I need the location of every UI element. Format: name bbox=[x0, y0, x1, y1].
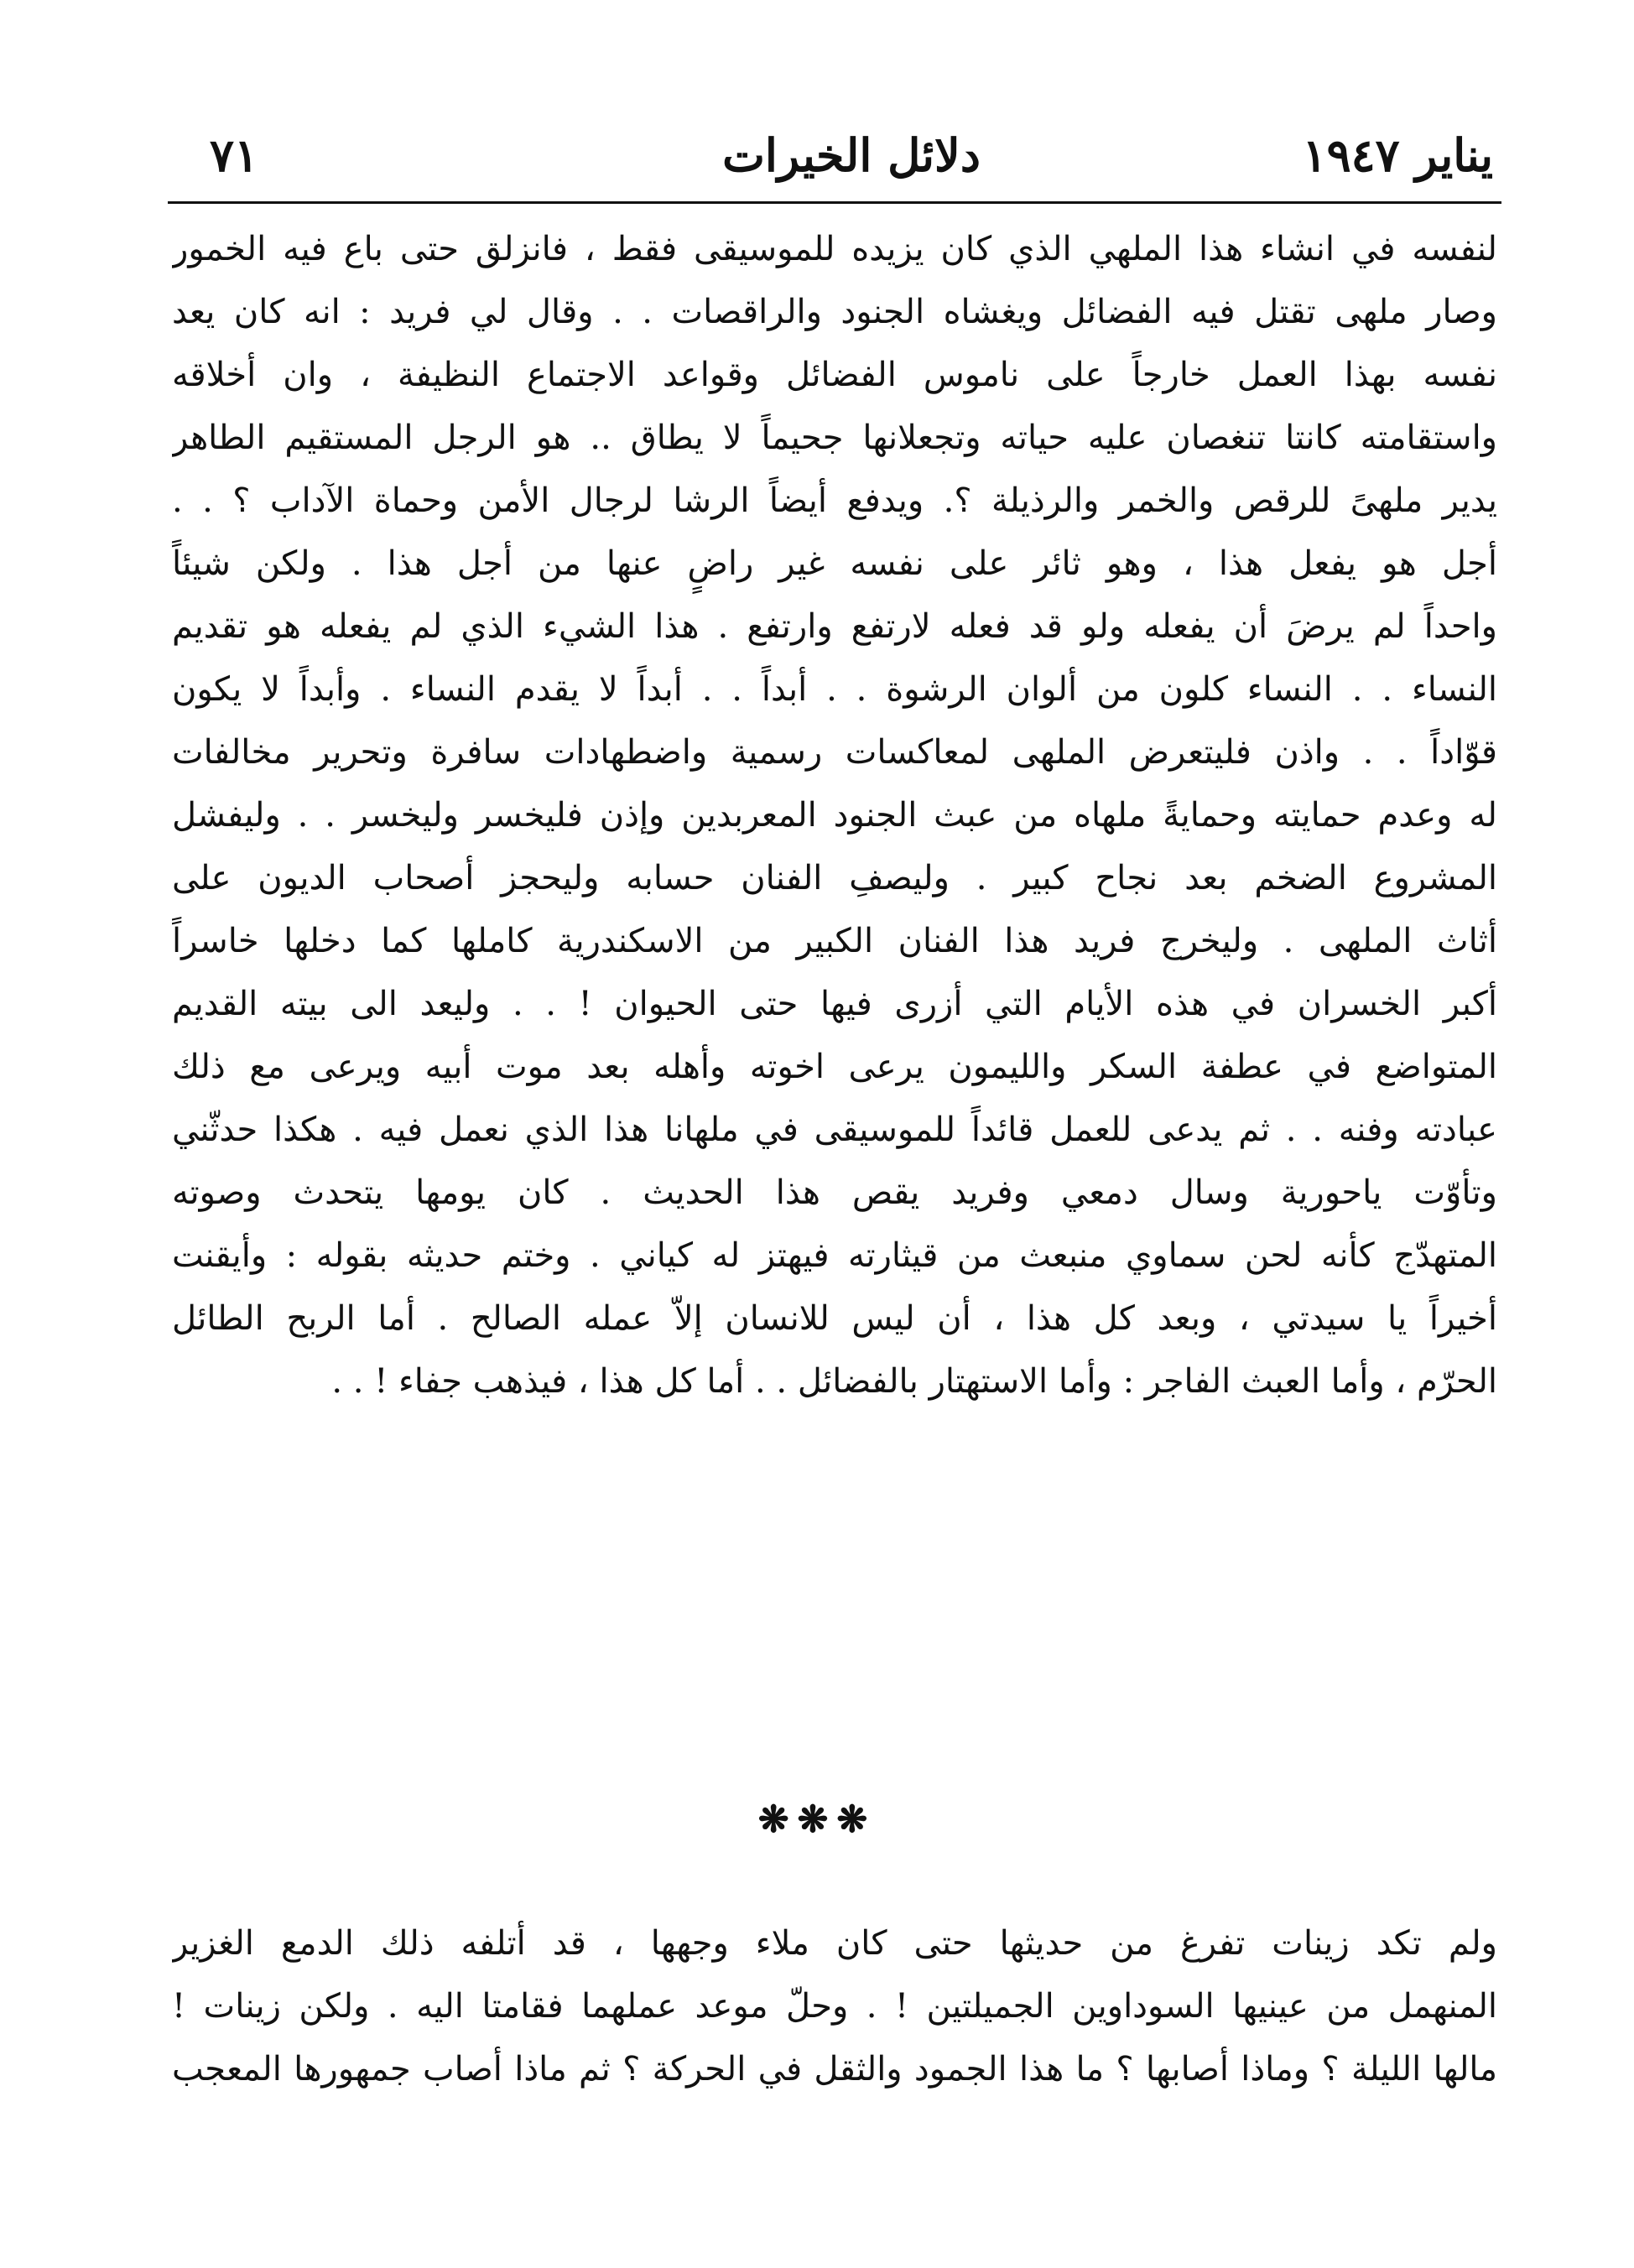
text-line: لنفسه في انشاء هذا الملهي الذي كان يزيده للموسيقى فقط ، فانزلق حتى باع فيه الخمور bbox=[172, 230, 1497, 268]
text-line: ولم تكد زينات تفرغ من حديثها حتى كان ملاء وجهها ، قد أتلفه ذلك الدمع الغزير bbox=[172, 1924, 1497, 1963]
text-line: المتواضع في عطفة السكر والليمون يرعى اخوته وأهله بعد موت أبيه ويرعى مع ذلك bbox=[172, 1048, 1497, 1086]
page-number: ٧١ bbox=[210, 128, 259, 182]
header-title: دلائل الخيرات bbox=[722, 128, 981, 182]
section-separator: ❋❋❋ bbox=[757, 1798, 877, 1841]
header-date: يناير ١٩٤٧ bbox=[1302, 128, 1493, 182]
text-line: وتأوّت ياحورية وسال دمعي وفريد يقص هذا الحديث . كان يومها يتحدث وصوته bbox=[172, 1173, 1497, 1212]
text-line: أجل هو يفعل هذا ، وهو ثائر على نفسه غير راضٍ عنها من أجل هذا . ولكن شيئاً bbox=[172, 544, 1497, 583]
text-line: مالها الليلة ؟ وماذا أصابها ؟ ما هذا الجمود والثقل في الحركة ؟ ثم ماذا أصاب جمهورها المعجب bbox=[172, 2050, 1497, 2089]
text-line: أكبر الخسران في هذه الأيام التي أزرى فيها حتى الحيوان ! . . وليعد الى بيته القديم bbox=[172, 985, 1497, 1023]
text-line: عبادته وفنه . . ثم يدعى للعمل قائداً للموسيقى في ملهانا هذا الذي نعمل فيه . هكذا حدثّني bbox=[172, 1111, 1497, 1149]
text-line: الحرّم ، وأما العبث الفاجر : وأما الاستهتار بالفضائل . . أما كل هذا ، فيذهب جفاء ! . . bbox=[331, 1362, 1497, 1401]
text-line: أخيراً يا سيدتي ، وبعد كل هذا ، أن ليس للانسان إلاّ عمله الصالح . أما الربح الطائل bbox=[172, 1299, 1497, 1338]
text-line: يدير ملهىً للرقص والخمر والرذيلة ؟. ويدفع أيضاً الرشا لرجال الأمن وحماة الآداب ؟ . . bbox=[172, 481, 1497, 520]
paragraph-2 bbox=[172, 1912, 1497, 2101]
text-line: أثاث الملهى . وليخرج فريد هذا الفنان الكبير من الاسكندرية كاملها كما دخلها خاسراً bbox=[172, 922, 1497, 960]
text-line: نفسه بهذا العمل خارجاً على ناموس الفضائل وقواعد الاجتماع النظيفة ، وان أخلاقه bbox=[172, 356, 1497, 394]
text-line: واستقامته كانتا تنغصان عليه حياته وتجعلانها جحيماً لا يطاق .. هو الرجل المستقيم الطاهر bbox=[172, 419, 1497, 457]
paragraph-1 bbox=[172, 218, 1497, 1413]
text-line: المتهدّج كأنه لحن سماوي منبعث من قيثارته فيهتز له كياني . وختم حديثه بقوله : وأيقنت bbox=[172, 1236, 1497, 1275]
text-line: وصار ملهى تقتل فيه الفضائل ويغشاه الجنود والراقصات . . وقال لي فريد : انه كان يعد bbox=[172, 293, 1497, 331]
text-line: المنهمل من عينيها السوداوين الجميلتين ! . وحلّ موعد عملهما فقامتا اليه . ولكن زينات ! bbox=[172, 1987, 1497, 2026]
text-line: له وعدم حمايته وحمايةً ملهاه من عبث الجنود المعربدين وإذن فليخسر وليخسر . . وليفشل bbox=[172, 796, 1497, 835]
text-line: واحداً لم يرضَ أن يفعله ولو قد فعله لارتفع وارتفع . هذا الشيء الذي لم يفعله هو تقديم bbox=[172, 607, 1497, 646]
header-divider bbox=[168, 201, 1501, 204]
running-header bbox=[210, 117, 1493, 193]
text-line: المشروع الضخم بعد نجاح كبير . وليصفِ الفنان حسابه وليحجز أصحاب الديون على bbox=[172, 859, 1497, 897]
text-line: النساء . . النساء كلون من ألوان الرشوة . . أبداً . . أبداً لا يقدم النساء . وأبداً لا يكون bbox=[172, 670, 1497, 709]
text-line: قوّاداً . . واذن فليتعرض الملهى لمعاكسات رسمية واضطهادات سافرة وتحرير مخالفات bbox=[172, 733, 1497, 772]
